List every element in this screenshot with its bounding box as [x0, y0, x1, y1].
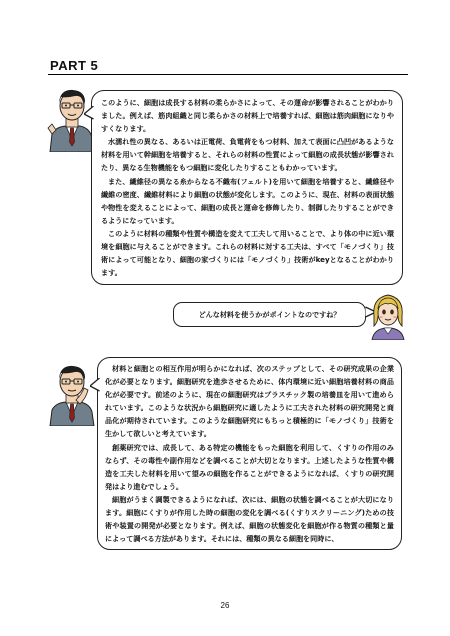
- speech-bubble-professor-bottom: [97, 357, 402, 550]
- bubble-paragraph: また、繊維径の異なる糸からなる不織布(フェルト)を用いて細胞を培養すると、繊維径や繊維の密度、繊維材料により細胞の状態が変化します。このように、現在、材料の表面状態や物性を変えることによって、細胞の成長と運命を修飾したり、制御したりすることができるようになっています。: [101, 176, 394, 225]
- speech-bubble-professor-top: [91, 90, 403, 285]
- bubble-paragraph: このように材料の種類や性質や構造を変えて工夫して用いることで、より体の中に近い環境を細胞に与えることができます。これらの材料に対する工夫は、すべて「モノづくり」技術によって可能となり、細胞の家づくりには「モノづくり」技術がkeyとなることがわかります。: [101, 228, 394, 278]
- bubble-paragraph: 細胞がうまく調製できるようになれば、次には、細胞の状態を調べることが大切になります。細胞にくすりが作用した時の細胞の変化を調べる(くすりスクリーニング)ための技術や装置の開発が必要となります。例えば、細胞の状態変化を細胞が作る物質の種類と量によって調べる方法があります。それには、種類の異なる細胞を同時に、: [105, 494, 394, 544]
- bubble-paragraph: 水濡れ性の異なる、あるいは正電荷、負電荷をもつ材料、加えて表面に凸凹があるような材料を用いて幹細胞を培養すると、それらの材料の性質によって細胞の成長状態が影響されたり、異なる生物機能をもつ細胞に変化したりすることもわかっています。: [101, 137, 394, 173]
- speech-bubble-student: [173, 302, 366, 327]
- student-question: どんな材料を使うかがポイントなのですね？: [198, 310, 341, 319]
- part-title: PART 5: [50, 58, 99, 73]
- bubble-paragraph: このように、細胞は成長する材料の柔らかさによって、その運命が影響されることがわかりました。例えば、筋肉組織と同じ柔らかさの材料上で培養すれば、細胞は筋肉細胞になりやすくなります。: [101, 98, 394, 134]
- bubble-paragraph: 創薬研究では、成長して、ある特定の機能をもった細胞を利用して、くすりの作用のみならず、その毒性や副作用などを調べることが大切となります。上述したような性質や構造を工夫した材料を用いて望みの細胞を作ることができるようになれば、くすりの研究開発はより進むでしょう。: [105, 442, 394, 491]
- bubble-tail-bottom: [90, 378, 100, 394]
- bubble-tail-top: [84, 106, 94, 122]
- bubble-paragraph: 材料と細胞との相互作用が明らかになれば、次のステップとして、その研究成果の企業化が必要となります。細胞研究を進歩させるために、体内環境に近い細胞培養材料の商品化が必要です。前述のように、現在の細胞研究はプラスチック製の培養皿を用いて進められています。このような状況から細胞研究に適したように工夫された材料の研究開発と商品化が期待されています。このような細胞研究にもちっと積極的に「モノづくり」技術を生かして欲しいと考えています。: [105, 364, 394, 439]
- student-avatar: [368, 290, 408, 340]
- title-underline: [48, 74, 408, 75]
- page-number: 26: [220, 601, 230, 610]
